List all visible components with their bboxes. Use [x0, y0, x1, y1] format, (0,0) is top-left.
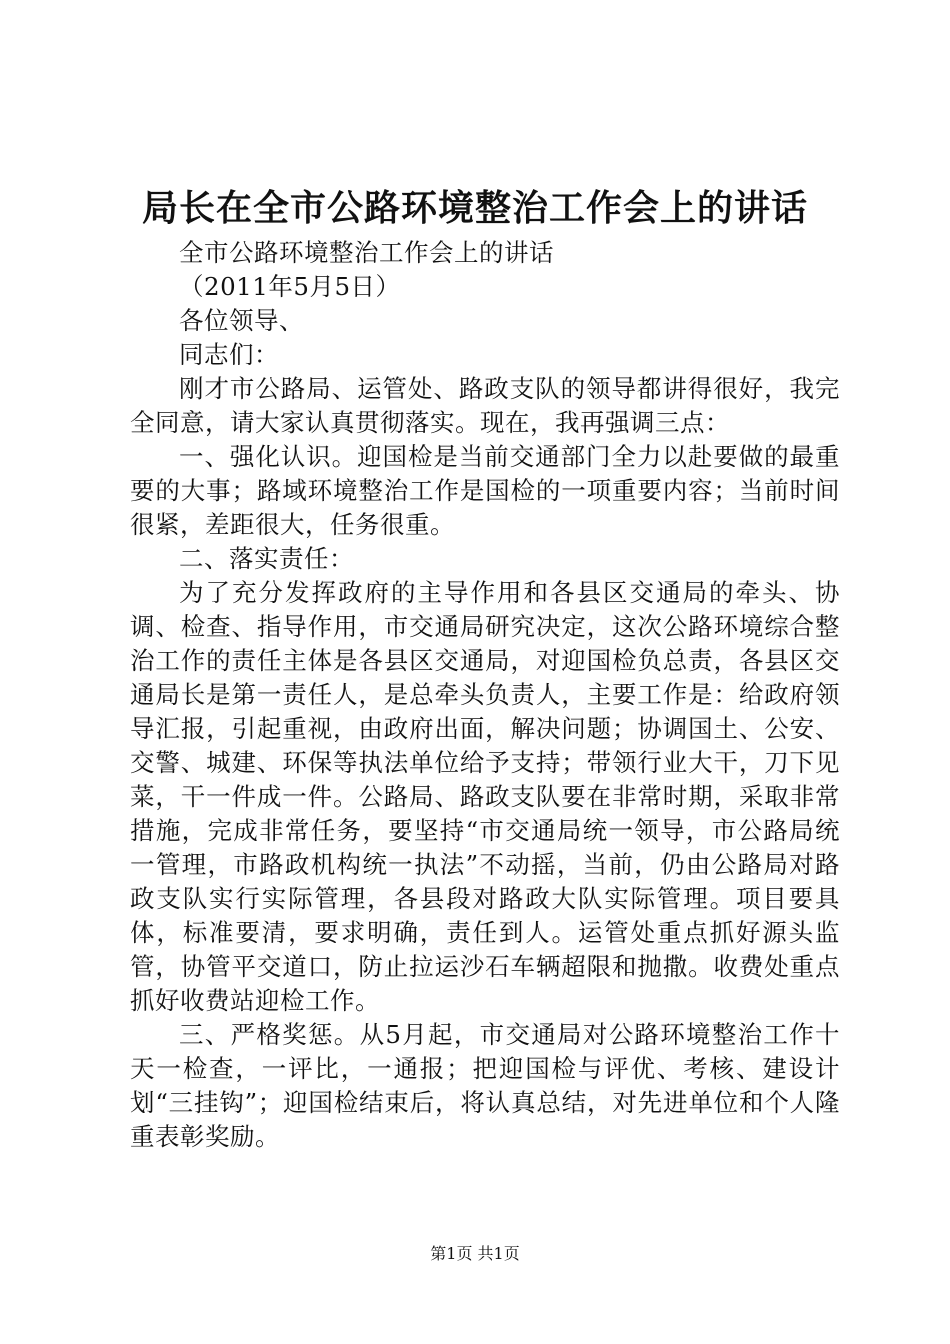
subtitle: 全市公路环境整治工作会上的讲话: [179, 238, 554, 267]
paragraph-point-2-heading: 二、落实责任：: [179, 544, 354, 573]
date-line: （2011年5月5日）: [179, 272, 401, 301]
paragraph-point-3: 三、严格奖惩。从5月起，市交通局对公路环境整治工作十天一检查，一评比，一通报；把迎国检与评优、考核、建设计划“三挂钩”；迎国检结束后，将认真总结，对先进单位和个人隆重表彰奖励。: [130, 1020, 840, 1151]
paragraph-opening: 刚才市公路局、运管处、路政支队的领导都讲得很好，我完全同意，请大家认真贯彻落实。现在，我再强调三点：: [130, 374, 840, 437]
page-footer: 第1页 共1页: [430, 1244, 520, 1263]
paragraph-point-2-body: 为了充分发挥政府的主导作用和各县区交通局的牵头、协调、检查、指导作用，市交通局研究决定，这次公路环境综合整治工作的责任主体是各县区交通局，对迎国检负总责，各县区交通局长是第一责任人，是总牵头负责人，主要工作是：给政府领导汇报，引起重视，由政府出面，解决问题；协调国土、公安、交警、城建、环保等执法单位给予支持；带领行业大干，刀下见菜，干一件成一件。公路局、路政支队要在非常时期，采取非常措施，完成非常任务，要坚持“市交通局统一领导，市公路局统一管理，市路政机构统一执法”不动摇，当前，仍由公路局对路政支队实行实际管理，各县段对路政大队实际管理。项目要具体，标准要清，要求明确，责任到人。运管处重点抓好源头监管，协管平交道口，防止拉运沙石车辆超限和抛撒。收费处重点抓好收费站迎检工作。: [130, 578, 840, 1015]
document-body: [130, 236, 840, 1154]
salutation-line-1: 各位领导、: [179, 306, 304, 335]
document-title: 局长在全市公路环境整治工作会上的讲话: [141, 187, 808, 229]
paragraph-point-1: 一、强化认识。迎国检是当前交通部门全力以赴要做的最重要的大事；路域环境整治工作是国检的一项重要内容；当前时间很紧，差距很大，任务很重。: [130, 442, 840, 539]
salutation-line-2: 同志们：: [179, 340, 279, 369]
